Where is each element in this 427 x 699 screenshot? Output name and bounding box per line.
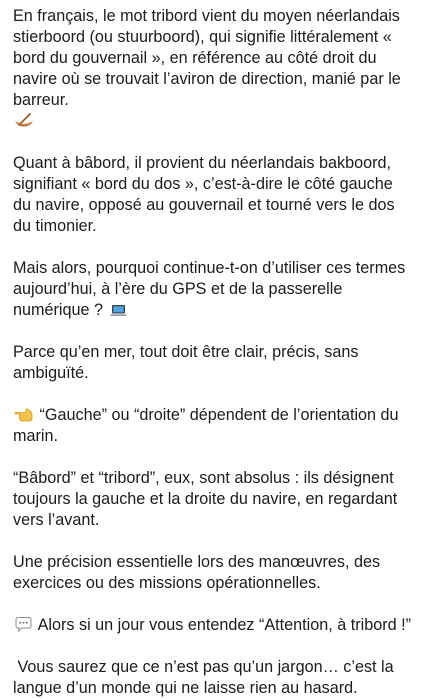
paragraph-text: Mais alors, pourquoi continue-t-on d’utiliser ces termes aujourd’hui, à l’ère du GPS et de la passerelle numérique ? xyxy=(13,259,406,319)
paragraph-clarity xyxy=(13,342,413,384)
paragraph-left-right xyxy=(13,405,413,447)
paragraph-babord-origin xyxy=(13,153,413,237)
paragraph-absolute-terms xyxy=(13,468,413,531)
pointing-hand-icon xyxy=(14,405,34,423)
paragraph-text: “Bâbord” et “tribord”, eux, sont absolus : ils désignent toujours la gauche et la droite du navire, en regardant vers l’avant. xyxy=(13,469,398,529)
speech-bubble-icon xyxy=(14,616,33,633)
laptop-icon xyxy=(109,302,128,318)
canoe-icon xyxy=(14,113,34,129)
paragraph-attention xyxy=(13,615,413,636)
paragraph-precision xyxy=(13,552,413,594)
paragraph-text: Alors si un jour vous entendez “Attention, à tribord !” xyxy=(37,616,412,634)
paragraph-text: Une précision essentielle lors des manœuvres, des exercices ou des missions opérationnelles. xyxy=(13,553,381,592)
paragraph-text: Parce qu’en mer, tout doit être clair, précis, sans ambiguïté. xyxy=(13,343,359,382)
paragraph-text: Quant à bâbord, il provient du néerlandais bakboord, signifiant « bord du dos », c’est-à-dire le côté gauche du navire, opposé au gouvernail et tourné vers le dos du timonier. xyxy=(13,154,395,235)
paragraph-text: Vous saurez que ce n’est pas qu’un jargon… c’est la langue d’un monde qui ne laisse rien au hasard. xyxy=(13,658,399,697)
paragraph-text: En français, le mot tribord vient du moyen néerlandais stierboord (ou stuurboord), qui signifie littéralement « bord du gouvernail », en référence au côté droit du navire où se trouvait l’aviron de direction, manié par le barreur. xyxy=(13,7,401,109)
paragraph-text: “Gauche” ou “droite” dépendent de l’orientation du marin. xyxy=(13,406,399,445)
paragraph-question xyxy=(13,258,413,321)
paragraph-tribord-origin xyxy=(13,6,413,132)
paragraph-conclusion xyxy=(13,657,413,699)
